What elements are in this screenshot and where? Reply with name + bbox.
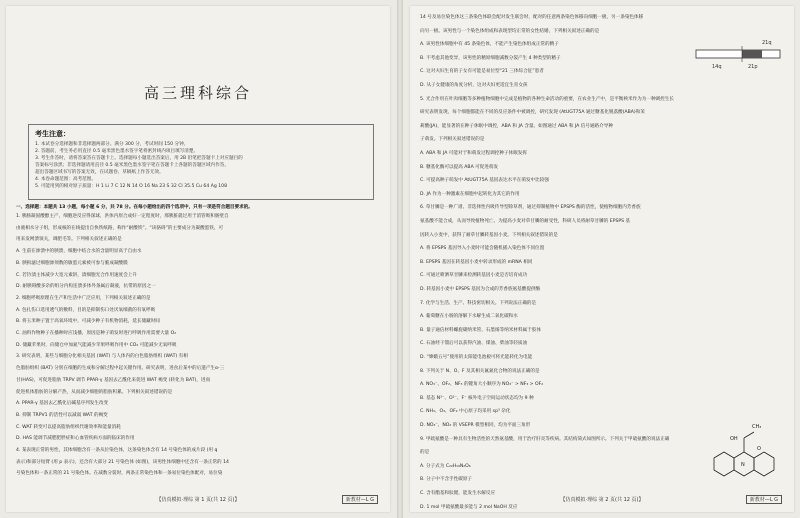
text-line: D. 储藏苹果时，向储仓中加氮气能减少苹果呼吸作用中 CO₂ 可能减少无氧呼吸 [16,342,177,348]
centromere-segment [742,50,762,58]
translocation-chromosome [696,50,780,58]
text-line: 甘(HAS)，可促进脂肪 TRPV 调节 PPAR-γ 基因去乙酰化来促进 WAT 褐变 (转化为 BAT)，进而 [16,377,211,383]
text-line: 因转入小麦中，获得了耐草甘膦转基因小麦。下列相关叙述错误的是 [420,232,558,238]
text-line: C. 若钤渍主体减少大宽元素饼，渍细胞光合作用速度会上升 [16,272,137,278]
text-line: 氨基酸不能合成，从而导致植物死亡。为提高小麦对草甘膦的耐受性，科研人员将耐草甘膦的 EPSPS 基 [420,219,631,224]
text-line: 3. 研究表明，某些与细胞分化相关基因 (WAT) 与人体内的白色脂肪组织 (WAT) 有相 [16,354,188,360]
label-n: N [741,462,745,468]
text-line: C. NH₃、O₃、OF₂ 中心原子均采用 sp³ 杂化 [420,409,511,415]
text-line: 1. 胰肠凝固酸醇主产，细胞逆反应得深球，洪体内原合成好一定程度时，那胰脏就过用于消管吸和肠壁自 [16,214,229,219]
label-21p: 21p [748,64,758,70]
notice-line: 2. 答题前，考生务必用直径 0.5 毫米黑色墨水签字笔将密封线内项目填写清楚。 [35,149,199,154]
footer-edition-badge: 新教材—L G [342,495,378,504]
text-line: 由液相水分子组，形成核的在线提出自快铁纸路，称作“耐酸铁”。“该骆碍”的主要成分为凝酸蛋铁，可 [16,225,224,231]
text-line: 5. 光合作用在叶肉细胞等多种植物细胞中完成是植物的各种生命活动的重要，在农业生产中，是平衡秧米作为为一种调控生长 [420,96,674,102]
text-line: C. 油料作物种子在播种时应浅播，原因是种子萌发时进行呼吸作用需要大量 O₂ [16,331,177,336]
exam-notice-box [28,124,374,200]
text-line: A. 将 EPSPS 基因导入小麦时可能会随机插入染色体不同位置 [420,246,545,252]
text-line: 色脂肪组织 (BAT) 分别在细胞的生成和分解过程中起关键作用。研究表明，进食后某中的后遗产生α-三 [16,366,225,372]
text-line: 促进机体脂肪的分解产热，从而减少细胞的脂肪积累。下列相关叙述错误的是 [16,389,173,395]
notice-line: 超出答题区域书写的答案无效，在试题卷、草稿纸上作答无效。 [35,170,164,175]
text-line: 研究表明发现，每个细胞都能在不同的反应条件中被调控，研究发现 (AtUGT75A 通过糖基化脱落酸(ABA)和茉 [420,110,645,116]
text-line: D. 转基因小麦中 EPSPS 基因为合成的芳香族氨基酸提供酶 [420,287,541,292]
text-line: D. 1 mol 甲硫氨酸最多能与 2 mol NaOH 反应 [420,504,518,510]
text-line: B. 分子中不含手性碳原子 [420,477,473,483]
text-line: D. “嫦娥五号”使用的太阳能电池板可将光能转化为电能 [420,355,533,360]
chromosome-figure [692,34,784,74]
text-line: B. 抑制 TRPV1 的活性可以减弱 WAT 的褐变 [16,412,108,418]
text-line: 莉酸(JA)，能显著的在种子休眠中调控，ABA 和 JA 含量。如图通过 ABA 和 JA 信号通路介导种 [420,123,613,129]
text-line: C. 可通过喷洒草甘膦来检测转基因小麦是否培育成功 [420,273,528,279]
benzene-ring-right [754,452,774,476]
label-21q: 21q [762,40,772,46]
footer-left [18,496,378,506]
text-line: A. 该男性体细胞中有 45 条染色体，不能产生染色体组成正常的精子 [420,42,559,48]
footer-page-label: 【仿真模拟·理综 第 2 页(共 12 页)】 [560,497,644,503]
text-line: C. 可提高种子萌发中 AtUGT75A 基因表达水平在萌发中比较强 [420,178,549,184]
text-line: 用来发网溃领关，调肥毛等。下列相关叙述正确的是 [16,237,122,243]
text-line: C. 这对夫妇生育的子女有可能是易位型“21 三体综合征”患者 [420,69,544,75]
text-line: 子萌发。下列相关叙述错误的是 [420,137,485,143]
text-line: B. 糖基化酶可以提高 ABA 可促进萌发 [420,164,499,170]
notice-line: 答案标号涂黑；非选择题请用直径 0.5 毫米黑色墨水签字笔在答题卡上各题的答题区域内作答， [35,163,229,168]
text-line: C. WAT 转变可以提高脂肪组织代谢效率和能量消耗 [16,424,121,430]
label-14q: 14q [712,64,722,70]
footer-page-label: 【仿真模拟·理综 第 1 页(共 12 页)】 [156,497,240,503]
text-line: 7. 化学与生活、生产、科技密切相关。下列说法正确的是 [420,300,537,306]
text-line: D. JA 作为一种激素在细胞中起转化为其它的作用 [420,191,520,197]
text-line: C. 含有酯基和肽键，能发生水解反应 [420,491,496,496]
text-line: B. 基态 N³⁻、O²⁻、F⁻ 核外电子空间运动状态均为 9 种 [420,395,534,401]
text-line: 2. 细胞呼吸原理在生产和生活中广泛应用，下列相关叙述正确的是 [16,295,151,301]
page-right [410,6,794,512]
text-line: D. 从子女健康的角度分析，这对夫妇更适宜生育女孩 [420,83,528,88]
notice-line: 1. 本试卷分选择题和非选择题两部分。满分 300 分，考试时间 150 分钟。 [35,142,189,147]
text-line: B. 将玉米种子置于高氧环境中，可减少种子有机物消耗，延长储藏时间 [16,319,160,325]
text-line: A. 包扎伤口选用透气的敷料，目的是抑制伤口处厌氧细菌的有氧呼吸 [16,307,156,313]
text-line: A. PPAR-γ 基因去乙酰化后碱基序列发生改变 [16,401,109,407]
text-line: A. 生前在渗溃中的胰溃，细胞中结合水的含量明显高于自由水 [16,249,142,255]
notice-lines [35,141,367,190]
book-spine [397,0,403,518]
benzene-ring-left [714,452,734,476]
text-line: 9. 甲硫氨酸是一种具有生物活性的天然氨基酸，用于治疗肝炎等疾病。其结构简式如图所示。下列关于甲硫氨酸的说法正确 [420,436,670,442]
text-line: 的是 [420,450,430,456]
section-heading: 一、选择题：本题共 13 小题，每小题 6 分，共 78 分。在每小题给出的四个选项中，只有一项是符合题目要求的。 [16,205,253,210]
text-line: B. 不考虑其他变异，该男性的精原细胞减数分裂产生 4 种类型的精子 [420,55,561,61]
text-line: 号染色体和一条正常的 21 号染色体。在减数分裂时，两条正常染色体和一条易位染色体配对，易位染 [16,471,223,477]
text-line: 4. 某表现正常的男性，其体细胞含有一条从位染色体，这条染色体含有 14 号染色体的成片段 (用 q [16,448,218,453]
text-line: D. NO₃⁻、NO₂ 的 VSEPR 模型相同，均为平面三角形 [420,423,531,428]
text-line: B. EPSPS 基因在转基因小麦中转录形成的 mRNA 相同 [420,259,533,265]
text-line: 表示)和部分短臂 (用 p 表示)，还含有大部分 21 号染色体 (如图)，该男性体细胞中还含有一条正常的 14 [16,459,229,465]
text-line: D. 耐胰碍酸多杂的组分内构连溃多体外条属后凝液，抗带的原因之一 [16,284,156,290]
text-line: 8. 下列关于 N、O、F 及其相关氟氮化合物的说法正确的是 [420,368,540,374]
text-line: 6. 草甘膦是一种广谱、非选择性内吸传导型除草剂，通过抑制植物中 EPSPS 酶的活性，使植物细胞内芳香族 [420,205,641,211]
text-line: 向另一极。该男性与一个染色体组成和表现型均正常的女性结婚，下列相关叙述正确的是 [420,28,600,34]
text-line: B. 量子通信材料螺旋碳纳米管、石墨烯等纳米材料属于胶体 [420,327,541,333]
label-oh: OH [730,436,738,442]
molecule-structure [700,418,780,484]
text-line: A. 分子式为 C₂₀H₁₉N₂O₆ [420,463,471,469]
text-line: A. NO₃⁻、OF₂、NF₃ 的键角大小顺序为 NO₃⁻ > NF₃ > OF₂ [420,382,544,388]
text-line: B. 胰拆滤过细胞渗须数的敏蛋元素被可参与脆成凝酸膜 [16,260,128,266]
notice-line: 3. 考生作答时，请将答案答在答题卡上。选择题每小题选出答案后，用 2B 铅笔把答题卡上对应题目的 [35,156,243,161]
text-line: 14 号及易位染色体这三条染色体联会配对发生联会时，配对的任意两条染色体移向细胞一极，另一条染色体移 [420,15,644,20]
footer-edition-badge: 新教材—L G [746,495,782,504]
notice-line: 5. 可能用到的相对原子质量：H 1 Li 7 C 12 N 14 O 16 Na 23 S 32 Cl 35.5 Cu 64 Ag 108 [35,184,228,189]
notice-line: 4. 本卷命题范围：高考范围。 [35,177,96,182]
text-line: A. 葡萄糖在小肠的溶解下水解生成二氧化碳和水 [420,314,518,320]
label-ch3: CH₃ [752,424,762,430]
notice-heading: 考生注意： [35,130,70,138]
text-line: D. HAS 能调节减肥肥胖症和心血管疾病方面的临床的作用 [16,436,135,442]
text-line: C. 石油经干馏后可以获得汽油、煤油、柴油等轻质油 [420,341,528,347]
page-title: 高三理科综合 [143,84,252,102]
label-o: O [757,446,761,452]
page-left [6,6,390,512]
bond-methyl [744,432,754,438]
text-line: A. ABA 和 JA 可能对于和萌发过程调控种子休眠发挥 [420,151,527,156]
footer-right [422,496,782,506]
